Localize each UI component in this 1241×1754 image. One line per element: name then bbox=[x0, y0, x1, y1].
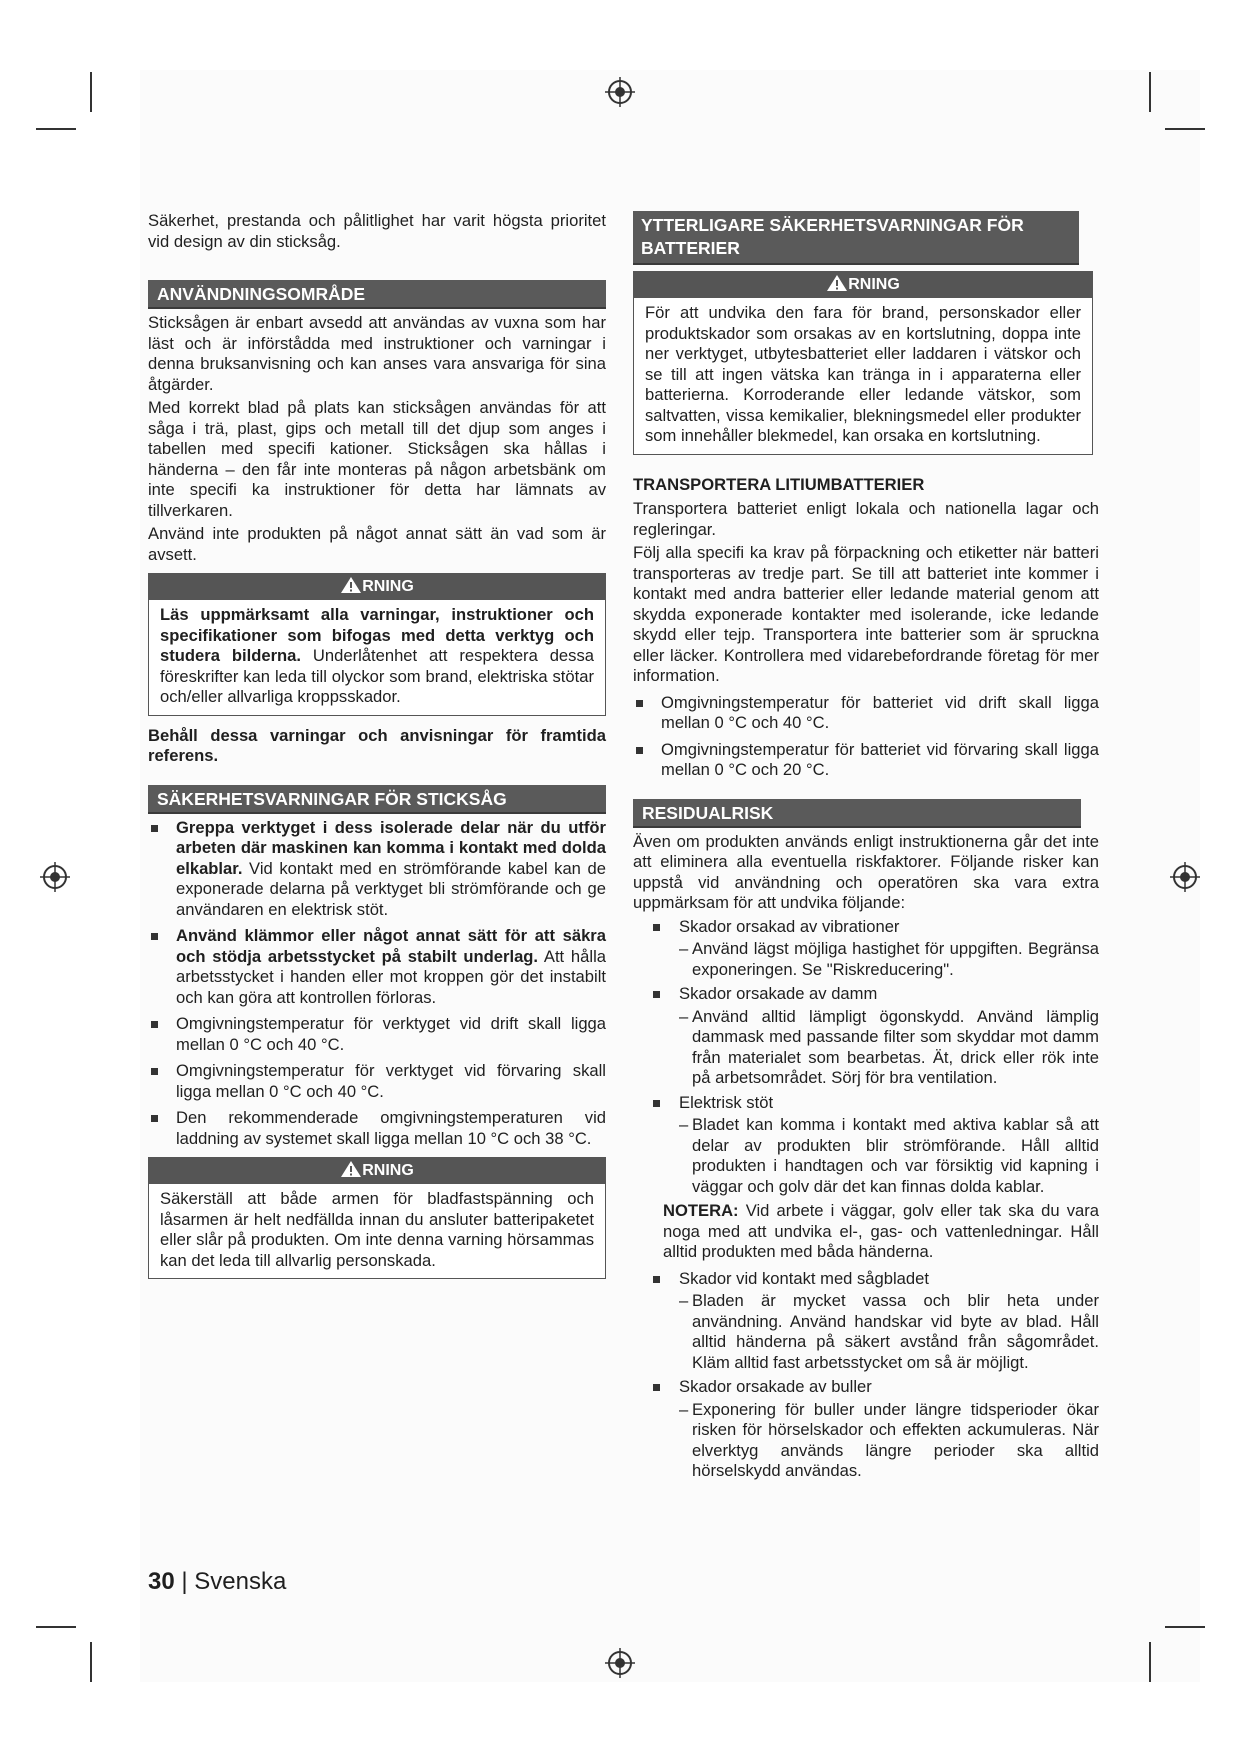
warning-box bbox=[148, 1157, 606, 1279]
list-item: Omgivningstemperatur för verktyget vid drift skall ligga mellan 0 °C och 40 °C. bbox=[148, 1014, 606, 1055]
warning-title: RNING bbox=[634, 272, 1092, 298]
warning-triangle-icon bbox=[826, 274, 848, 292]
list-item: Använd klämmor eller något annat sätt för att säkra och stödja arbetsstycket på stabilt underlag. Att hålla arbetsstycket i handen eller mot kroppen gör det instabilt och kan göra att kontrollen förloras. bbox=[148, 926, 606, 1008]
crop-mark bbox=[36, 128, 76, 130]
list-item: Skador orsakade av buller – Exponering för buller under längre tidsperioder ökar risken för hörselskador och effekten ackumuleras. När elverktyg används längre perioder ska alltid hörselskydd användas. bbox=[633, 1377, 1099, 1482]
list-item: Skador orsakad av vibrationer – Använd lägst möjliga hastighet för uppgiften. Begränsa exponeringen. Se "Riskreducering". bbox=[633, 917, 1099, 981]
warning-triangle-icon bbox=[340, 576, 362, 594]
warning-text: Läs uppmärksamt alla varningar, instruktioner och specifikationer som bifogas med detta verktyg och studera bilderna. Underlåtenhet att respektera dessa föreskrifter kan leda till olyckor som brand, elektriska stötar och/eller allvarliga kroppsskador. bbox=[160, 605, 594, 706]
safety-heading: SÄKERHETSVARNINGAR FÖR STICKSÅG bbox=[148, 785, 606, 814]
language-label: Svenska bbox=[194, 1568, 287, 1595]
residual-heading: RESIDUALRISK bbox=[633, 799, 1081, 828]
page-footer: 30 | Svenska bbox=[148, 1568, 287, 1595]
crop-mark bbox=[36, 1626, 76, 1628]
warning-text: Säkerställ att både armen för bladfastspänning och låsarmen är helt nedfällda innan du ansluter batteripaketet eller slår på produkten. Om inte denna varning hörsammas kan det leda till allvarlig personskada. bbox=[160, 1189, 594, 1270]
transport-paragraph: Följ alla specifi ka krav på förpackning och etiketter när batteri transporteras av tredje part. Se till att batteriet inte kommer i kontakt med andra batterier eller ledande material genom att skydda exponerade kontakter med isolerande, icke ledande skydd eller tejp. Transportera inte batterier som är spruckna eller läcker. Kontrollera med vidarebefordrande företag för mer information. bbox=[633, 543, 1099, 685]
usage-paragraph: Sticksågen är enbart avsedd att användas av vuxna som har läst och är införstådda med instruktioner och varningar i denna bruksanvisning och kan anses vara ansvariga för sina åtgärder. bbox=[148, 313, 606, 394]
page-number: 30 bbox=[148, 1568, 175, 1595]
list-item: Elektrisk stöt – Bladet kan komma i kontakt med aktiva kablar så att delar av produkten blir strömförande. Håll alltid produkten i handtagen och var försiktig vid kapning i väggar och golv där det kan finnas dolda kablar. bbox=[633, 1093, 1099, 1198]
usage-heading: ANVÄNDNINGSOMRÅDE bbox=[148, 280, 606, 309]
registration-mark-icon bbox=[605, 1648, 635, 1678]
warning-box bbox=[148, 573, 606, 716]
list-item: Skador orsakade av damm – Använd alltid lämpligt ögonskydd. Använd lämplig dammask med passande filter som skyddar mot damm från materialet som bearbetas. Ät, drick eller rök inte på arbetsområdet. Sörj för bra ventilation. bbox=[633, 984, 1099, 1089]
residual-list bbox=[633, 1269, 1099, 1482]
battery-temperature-list bbox=[633, 693, 1099, 781]
keep-instructions-text: Behåll dessa varningar och anvisningar för framtida referens. bbox=[148, 725, 606, 765]
list-item: Omgivningstemperatur för batteriet vid förvaring skall ligga mellan 0 °C och 20 °C. bbox=[633, 740, 1099, 781]
list-item: Skador vid kontakt med sågbladet – Bladen är mycket vassa och blir heta under användning. Använd handskar vid byte av blad. Håll alltid händerna på säkert avstånd från sågområdet. Kläm alltid fast arbetsstycket om så är möjligt. bbox=[633, 1269, 1099, 1374]
note-text: NOTERA: Vid arbete i väggar, golv eller tak ska du vara noga med att undvika el-, gas- och vattenledningar. Håll alltid produkten med båda händerna. bbox=[663, 1201, 1099, 1261]
list-item: Den rekommenderade omgivningstemperaturen vid laddning av systemet skall ligga mellan 10 °C och 38 °C. bbox=[148, 1108, 606, 1149]
list-item: Omgivningstemperatur för batteriet vid drift skall ligga mellan 0 °C och 40 °C. bbox=[633, 693, 1099, 734]
battery-heading: YTTERLIGARE SÄKERHETSVARNINGAR FÖR BATTERIER bbox=[633, 211, 1079, 265]
registration-mark-icon bbox=[40, 862, 70, 892]
crop-mark bbox=[90, 72, 92, 112]
transport-paragraph: Transportera batteriet enligt lokala och nationella lagar och regleringar. bbox=[633, 499, 1099, 539]
crop-mark bbox=[90, 1642, 92, 1682]
safety-list bbox=[148, 818, 606, 1150]
usage-paragraph: Använd inte produkten på något annat sätt än vad som är avsett. bbox=[148, 524, 606, 564]
transport-heading: TRANSPORTERA LITIUMBATTERIER bbox=[633, 474, 925, 494]
registration-mark-icon bbox=[1170, 862, 1200, 892]
residual-paragraph: Även om produkten används enligt instruktionerna går det inte att eliminera alla eventuella riskfaktorer. Följande risker kan uppstå vid användning och operatören ska vara extra uppmärksam för att undvika följande: bbox=[633, 831, 1099, 912]
warning-title: RNING bbox=[149, 574, 605, 600]
warning-box bbox=[633, 271, 1093, 455]
list-item: Greppa verktyget i dess isolerade delar när du utför arbeten där maskinen kan komma i kontakt med dolda elkablar. Vid kontakt med en strömförande kabel kan de exponerade delarna på verktyget bli strömförande och ge användaren en elektrisk stöt. bbox=[148, 818, 606, 921]
intro-text: Säkerhet, prestanda och pålitlighet har varit högsta prioritet vid design av din sticksåg. bbox=[148, 211, 606, 251]
registration-mark-icon bbox=[605, 77, 635, 107]
right-column bbox=[633, 211, 1099, 1486]
crop-mark bbox=[1149, 1642, 1151, 1682]
crop-mark bbox=[1149, 72, 1151, 112]
warning-triangle-icon bbox=[340, 1160, 362, 1178]
left-column bbox=[148, 211, 606, 1289]
warning-text: För att undvika den fara för brand, personskador eller produktskador som orsakas av en kortslutning, doppa inte ner verktyget, utbytesbatteriet eller laddaren i vätskor och se till att ingen vätska kan tränga in i apparaterna eller batterierna. Korroderande eller ledande vätskor, som saltvatten, vissa kemikalier, blekningsmedel eller produkter som innehåller blekmedel, kan orsaka en kortslutning. bbox=[645, 303, 1081, 445]
warning-title: RNING bbox=[149, 1158, 605, 1184]
list-item: Omgivningstemperatur för verktyget vid förvaring skall ligga mellan 0 °C och 40 °C. bbox=[148, 1061, 606, 1102]
crop-mark bbox=[1165, 1626, 1205, 1628]
residual-list bbox=[633, 917, 1099, 1198]
usage-paragraph: Med korrekt blad på plats kan sticksågen användas för att såga i trä, plast, gips och metall till det djup som anges i tabellen med specifi kationer. Sticksågen ska hållas i händerna – den får inte monteras på någon arbetsbänk om inte specifi ka instruktioner för detta har lämnats av tillverkaren. bbox=[148, 398, 606, 520]
crop-mark bbox=[1165, 128, 1205, 130]
